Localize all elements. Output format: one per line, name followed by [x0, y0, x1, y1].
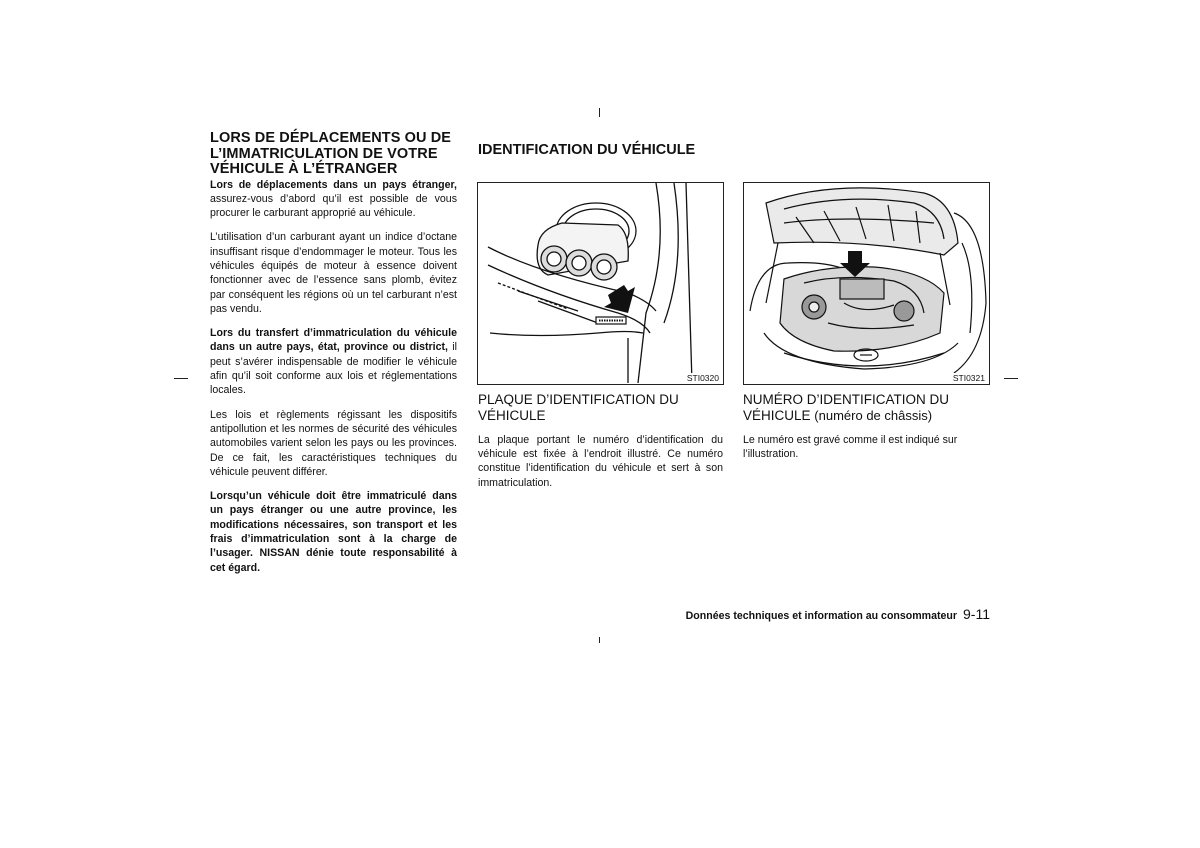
vin-heading-main: NUMÉRO D’IDENTIFICATION DU VÉHICULE: [743, 392, 949, 423]
page-number: 9-11: [963, 606, 990, 622]
vehicle-identification-heading: IDENTIFICATION DU VÉHICULE: [478, 142, 696, 158]
figure-engine-bay: [743, 182, 990, 385]
plate-description: La plaque portant le numéro d’identification du véhicule est fixée à l’endroit illustré. Ce numéro constitue l’identification du véhicule et sert à son immatriculation.: [478, 434, 723, 489]
engine-bay-illustration: [744, 183, 989, 384]
crop-mark-left: [174, 378, 188, 379]
plate-heading: PLAQUE D’IDENTIFICATION DU VÉHICULE: [478, 392, 679, 423]
paragraph-fuel-text: assurez-vous d’abord qu’il est possible de vous procurer le carburant approprié au véhicule.: [210, 192, 457, 220]
figure-2-code: STI0321: [952, 373, 985, 383]
paragraph-registration-lead: Lors du transfert d’immatriculation du véhicule dans un autre pays, état, province ou district,: [210, 327, 457, 354]
paragraph-fuel-lead: Lors de déplacements dans un pays étranger,: [210, 178, 457, 191]
paragraph-fuel: [210, 178, 457, 221]
paragraph-laws: Les lois et règlements régissant les dispositifs antipollution et les normes de sécurité des véhicules automobiles varient selon les pays ou les provinces. De ce fait, les caractéristiques techniques du véhicule peuvent différer.: [210, 408, 457, 478]
paragraph-registration-text: il peut s’avérer indispensable de modifier le véhicule afin qu’il soit conforme aux lois et réglementations locales.: [210, 341, 457, 397]
vin-heading-paren: (numéro de châssis): [814, 408, 933, 423]
foreign-travel-heading: LORS DE DÉPLACEMENTS OU DE L’IMMATRICULATION DE VOTRE VÉHICULE À L’ÉTRANGER: [210, 130, 452, 177]
paragraph-responsibility: Lorsqu’un véhicule doit être immatriculé dans un pays étranger ou une autre province, les modifications nécessaires, son transport et les frais d’immatriculation sont à la charge de l’usager. NISSAN dénie toute responsabilité à cet égard.: [210, 490, 457, 574]
paragraph-octane: L’utilisation d’un carburant ayant un indice d’octane insuffisant risque d’endommager le moteur. Tous les véhicules équipés de moteur à essence doivent fonctionner avec de l’essence sans plomb, évitez par conséquent les régions où un tel carburant n’est pas vendu.: [210, 231, 457, 315]
figure-1-code: STI0320: [686, 373, 719, 383]
crop-mark-right: [1004, 378, 1018, 379]
figure-dashboard-plate: [477, 182, 724, 385]
paragraph-registration-transfer: [210, 326, 457, 397]
footer-section-title: Données techniques et information au consommateur: [685, 610, 958, 622]
crop-mark-top: [599, 108, 600, 117]
dashboard-plate-illustration: [478, 183, 723, 384]
vin-description: Le numéro est gravé comme il est indiqué sur l’illustration.: [743, 434, 958, 461]
vin-heading: [743, 392, 993, 424]
crop-mark-bottom: [599, 637, 600, 643]
page-footer: [600, 606, 990, 624]
left-column: [210, 131, 457, 585]
